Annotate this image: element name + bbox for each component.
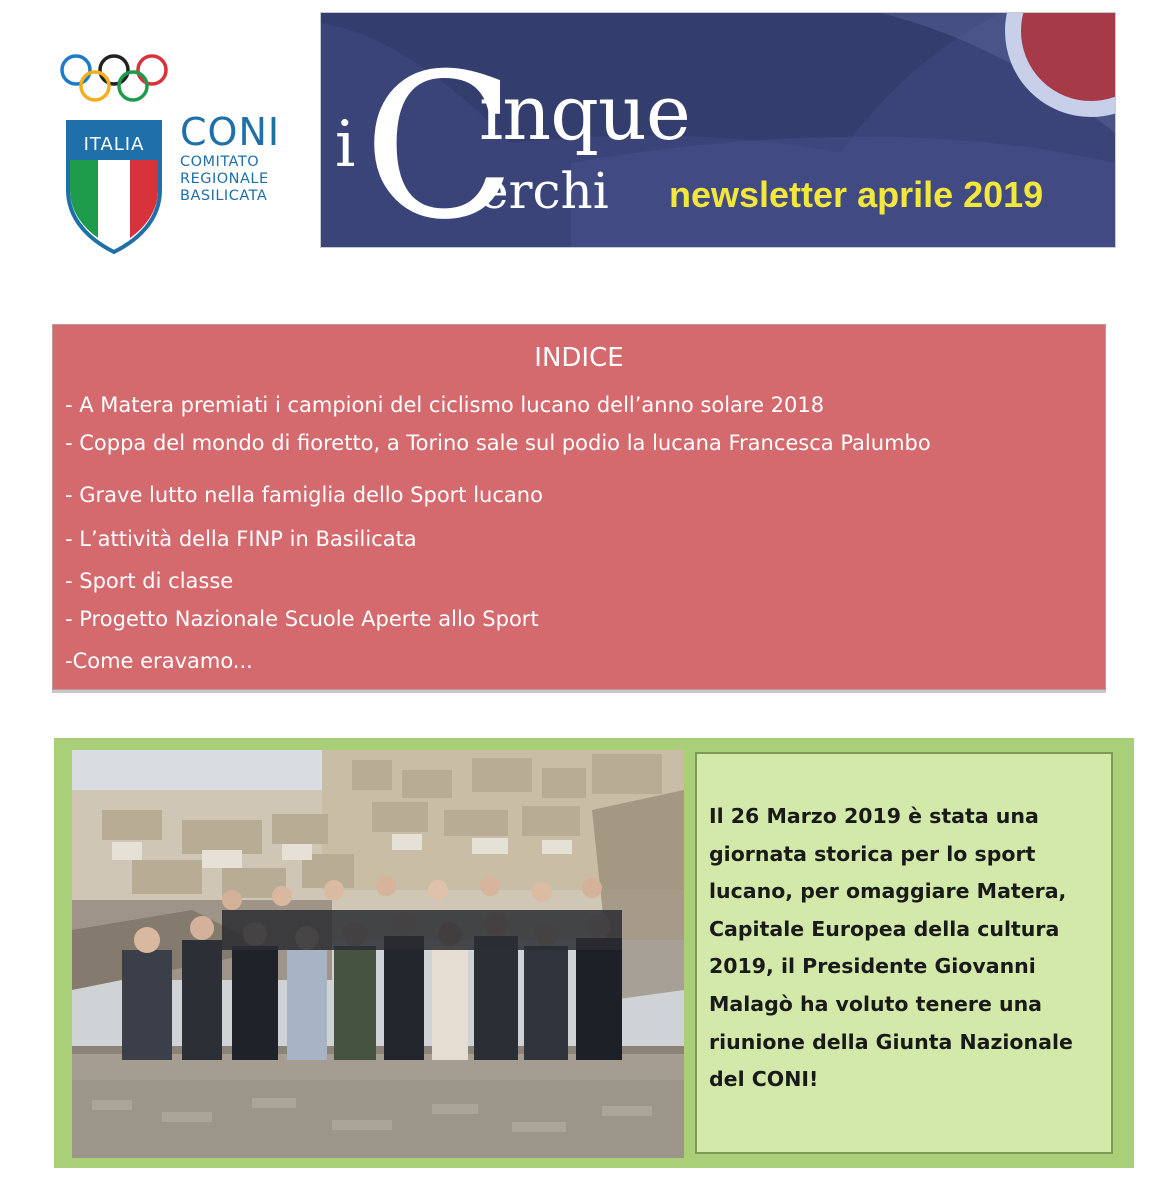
coni-sub-2: REGIONALE [180, 171, 269, 187]
article-text-box [695, 752, 1113, 1154]
banner-i: i [335, 108, 356, 182]
index-item: - Sport di classe [65, 569, 234, 593]
index-item: - A Matera premiati i campioni del ciclismo lucano dell’anno solare 2018 [65, 393, 825, 417]
article-line: riunione della Giunta Nazionale [709, 1029, 1073, 1054]
index-box [52, 324, 1106, 690]
index-title: INDICE [534, 343, 624, 373]
index-item: - Grave lutto nella famiglia dello Sport lucano [65, 483, 543, 507]
coni-sub-3: BASILICATA [180, 188, 268, 204]
coni-title: CONI [180, 110, 281, 154]
article-line: 2019, il Presidente Giovanni [709, 954, 1036, 979]
index-item: - L’attività della FINP in Basilicata [65, 527, 417, 551]
banner-c: C [363, 31, 511, 248]
index-item: - Coppa del mondo di fioretto, a Torino sale sul podio la lucana Francesca Palumbo [65, 431, 931, 455]
shield-text: ITALIA [83, 134, 145, 155]
article-line: del CONI! [709, 1067, 819, 1092]
article-section [54, 738, 1134, 1168]
olympic-rings-logo [58, 52, 170, 108]
newsletter-banner [320, 12, 1116, 248]
article-line: Il 26 Marzo 2019 è stata una [709, 804, 1039, 828]
banner-erchi: erchi [479, 162, 609, 220]
article-line: Capitale Europea della cultura [709, 916, 1060, 941]
italia-shield-icon [64, 120, 164, 254]
banner-inque: inque [479, 68, 690, 157]
article-line: lucano, per omaggiare Matera, [709, 879, 1067, 904]
index-item: -Come eravamo... [65, 649, 253, 673]
group-photo [72, 750, 684, 1158]
coni-wordmark [180, 110, 280, 205]
coni-sub-1: COMITATO [180, 154, 260, 170]
newsletter-date: newsletter aprile 2019 [669, 174, 1044, 215]
index-item: - Progetto Nazionale Scuole Aperte allo Sport [65, 607, 539, 631]
article-line: giornata storica per lo sport [709, 841, 1036, 866]
matera-group-photo-image [72, 750, 684, 1158]
article-text [709, 798, 1095, 1099]
article-line: Malagò ha voluto tenere una [709, 991, 1043, 1016]
